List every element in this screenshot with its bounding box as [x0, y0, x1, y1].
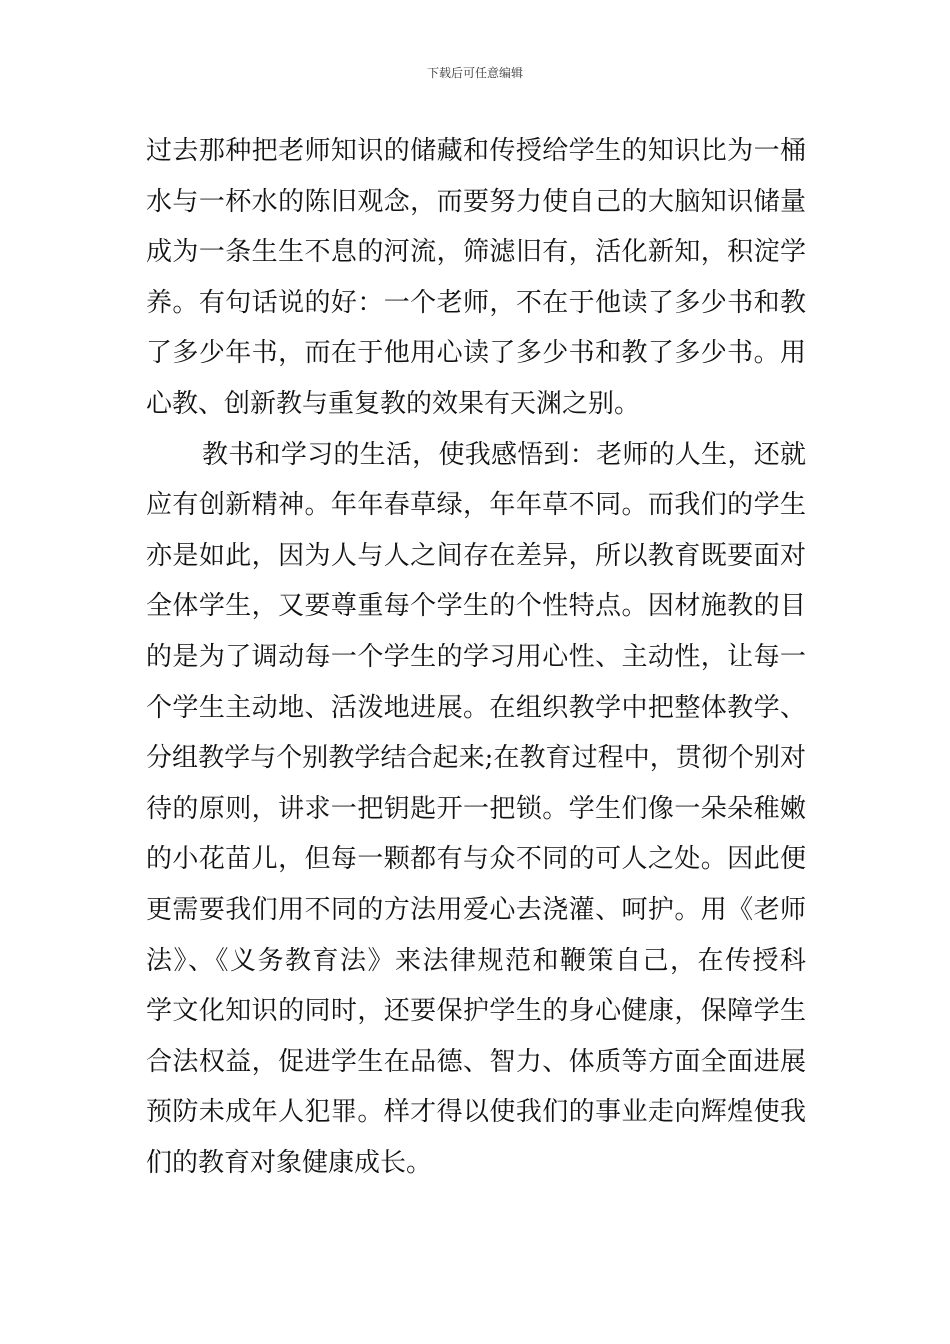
text-line: 应有创新精神。年年春草绿，年年草不同。而我们的学生: [146, 490, 806, 521]
text-line: 的是为了调动每一个学生的学习用心性、主动性，让每一: [146, 641, 806, 672]
text-line: 法》、《义务教育法》来法律规范和鞭策自己，在传授科: [146, 945, 806, 976]
text-line: 教书和学习的生活，使我感悟到：老师的人生，还就: [202, 439, 806, 470]
text-line: 全体学生，又要尊重每个学生的个性特点。因材施教的目: [146, 591, 806, 622]
text-line: 分组教学与个别教学结合起来;在教育过程中，贯彻个别对: [146, 743, 806, 774]
text-line: 成为一条生生不息的河流，筛滤旧有，活化新知，积淀学: [146, 237, 806, 268]
text-line: 们的教育对象健康成长。: [146, 1147, 433, 1178]
text-line: 学文化知识的同时，还要保护学生的身心健康，保障学生: [146, 996, 806, 1027]
text-line: 心教、创新教与重复教的效果有天渊之别。: [146, 388, 641, 419]
text-line: 了多少年书，而在于他用心读了多少书和教了多少书。用: [146, 338, 806, 369]
text-line: 合法权益，促进学生在品德、智力、体质等方面全面进展: [146, 1046, 806, 1077]
text-line: 待的原则，讲求一把钥匙开一把锁。学生们像一朵朵稚嫩: [146, 793, 806, 824]
text-line: 水与一杯水的陈旧观念，而要努力使自己的大脑知识储量: [146, 186, 806, 217]
text-line: 亦是如此，因为人与人之间存在差异，所以教育既要面对: [146, 540, 806, 571]
text-line: 养。有句话说的好：一个老师，不在于他读了多少书和教: [146, 287, 806, 318]
text-line: 更需要我们用不同的方法用爱心去浇灌、呵护。用《老师: [146, 894, 806, 925]
paragraph-1: [146, 126, 806, 430]
page-header: 下载后可任意编辑: [426, 66, 523, 80]
text-line: 的小花苗儿，但每一颗都有与众不同的可人之处。因此便: [146, 844, 806, 875]
text-line: 个学生主动地、活泼地进展。在组织教学中把整体教学、: [146, 692, 806, 723]
document-body: [146, 126, 806, 1188]
paragraph-2: [146, 430, 806, 1189]
text-line: 过去那种把老师知识的储藏和传授给学生的知识比为一桶: [146, 136, 806, 166]
text-line: 预防未成年人犯罪。样才得以使我们的事业走向辉煌使我: [146, 1097, 806, 1128]
